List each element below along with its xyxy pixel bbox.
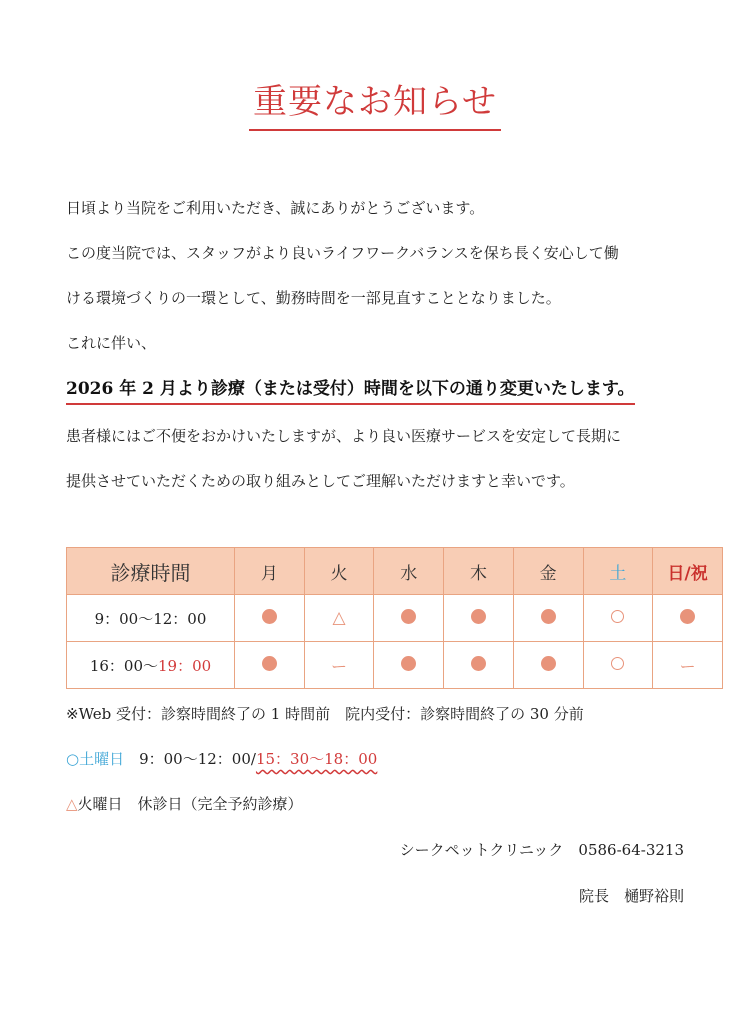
open-dot-icon [262, 609, 277, 624]
time-slot-text: 16：00〜 [89, 656, 158, 675]
mark-cell [583, 642, 653, 689]
clinic-contact: シークペットクリニック 0586-64-3213 [399, 841, 684, 859]
intro-paragraph-4: これに伴い、 [66, 334, 157, 352]
time-slot-text: 9：00〜12：00 [94, 609, 207, 628]
open-dot-icon [541, 656, 556, 671]
schedule-table [66, 547, 723, 689]
mark-cell [444, 642, 514, 689]
director-signature: 院長 樋野裕則 [578, 887, 684, 905]
intro-paragraph-1: 日頃より当院をご利用いただき、誠にありがとうございます。 [66, 199, 485, 217]
schedule-header-label: 診療時間 [67, 548, 235, 595]
mark-cell [235, 595, 305, 642]
mark-cell [304, 642, 374, 689]
mark-cell [374, 642, 444, 689]
open-dot-icon [471, 656, 486, 671]
open-dot-icon [401, 609, 416, 624]
apology-paragraph-1: 患者様にはご不便をおかけいたしますが、より良い医療サービスを安定して長期に [66, 427, 622, 445]
triangle-mark: △ [66, 795, 78, 813]
open-dot-icon [680, 609, 695, 624]
mark-cell [235, 642, 305, 689]
day-saturday: 土 [583, 548, 653, 595]
table-row [67, 595, 723, 642]
schedule-header-row [67, 548, 723, 595]
open-dot-icon [262, 656, 277, 671]
mark-cell [304, 595, 374, 642]
tuesday-text: 火曜日 休診日（完全予約診療） [77, 795, 303, 813]
day-friday: 金 [513, 548, 583, 595]
open-dot-icon [541, 609, 556, 624]
web-reception-note: ※Web 受付：診察時間終了の 1 時間前 院内受付：診察時間終了の 30 分前 [66, 705, 584, 723]
table-row [67, 642, 723, 689]
saturday-time-red: 15：30〜18：00 [255, 750, 378, 768]
day-thursday: 木 [444, 548, 514, 595]
saturday-note [66, 748, 377, 769]
saturday-label: ○土曜日 [66, 750, 125, 768]
time-slot-afternoon [67, 642, 235, 689]
change-announcement: 2026 年 2 月より診療（または受付）時間を以下の通り変更いたします。 [66, 374, 635, 405]
mark-cell [444, 595, 514, 642]
intro-paragraph-3: ける環境づくりの一環として、勤務時間を一部見直すこととなりました。 [66, 289, 561, 307]
day-monday: 月 [235, 548, 305, 595]
day-wednesday: 水 [374, 548, 444, 595]
time-slot-end-red: 19：00 [158, 656, 212, 675]
mark-cell [374, 595, 444, 642]
tuesday-note [66, 793, 303, 814]
open-dot-icon [401, 656, 416, 671]
mark-cell [653, 642, 723, 689]
mark-cell [653, 595, 723, 642]
time-slot-morning [67, 595, 235, 642]
mark-cell [583, 595, 653, 642]
open-circle-icon [611, 657, 624, 670]
open-dot-icon [471, 609, 486, 624]
title-block [0, 74, 750, 131]
mark-cell [513, 595, 583, 642]
open-circle-icon [611, 610, 624, 623]
closed-dash-mark: ー [331, 656, 348, 676]
intro-paragraph-2: この度当院では、スタッフがより良いライフワークバランスを保ち長く安心して働 [66, 244, 619, 262]
saturday-time: 9：00〜12：00/ [124, 750, 256, 768]
page-title: 重要なお知らせ [249, 74, 501, 131]
triangle-mark: △ [332, 608, 346, 628]
day-tuesday: 火 [304, 548, 374, 595]
apology-paragraph-2: 提供させていただくための取り組みとしてご理解いただけますと幸いです。 [66, 472, 575, 490]
mark-cell [513, 642, 583, 689]
closed-dash-mark: ー [679, 656, 696, 676]
day-sunday-holiday: 日/祝 [653, 548, 723, 595]
